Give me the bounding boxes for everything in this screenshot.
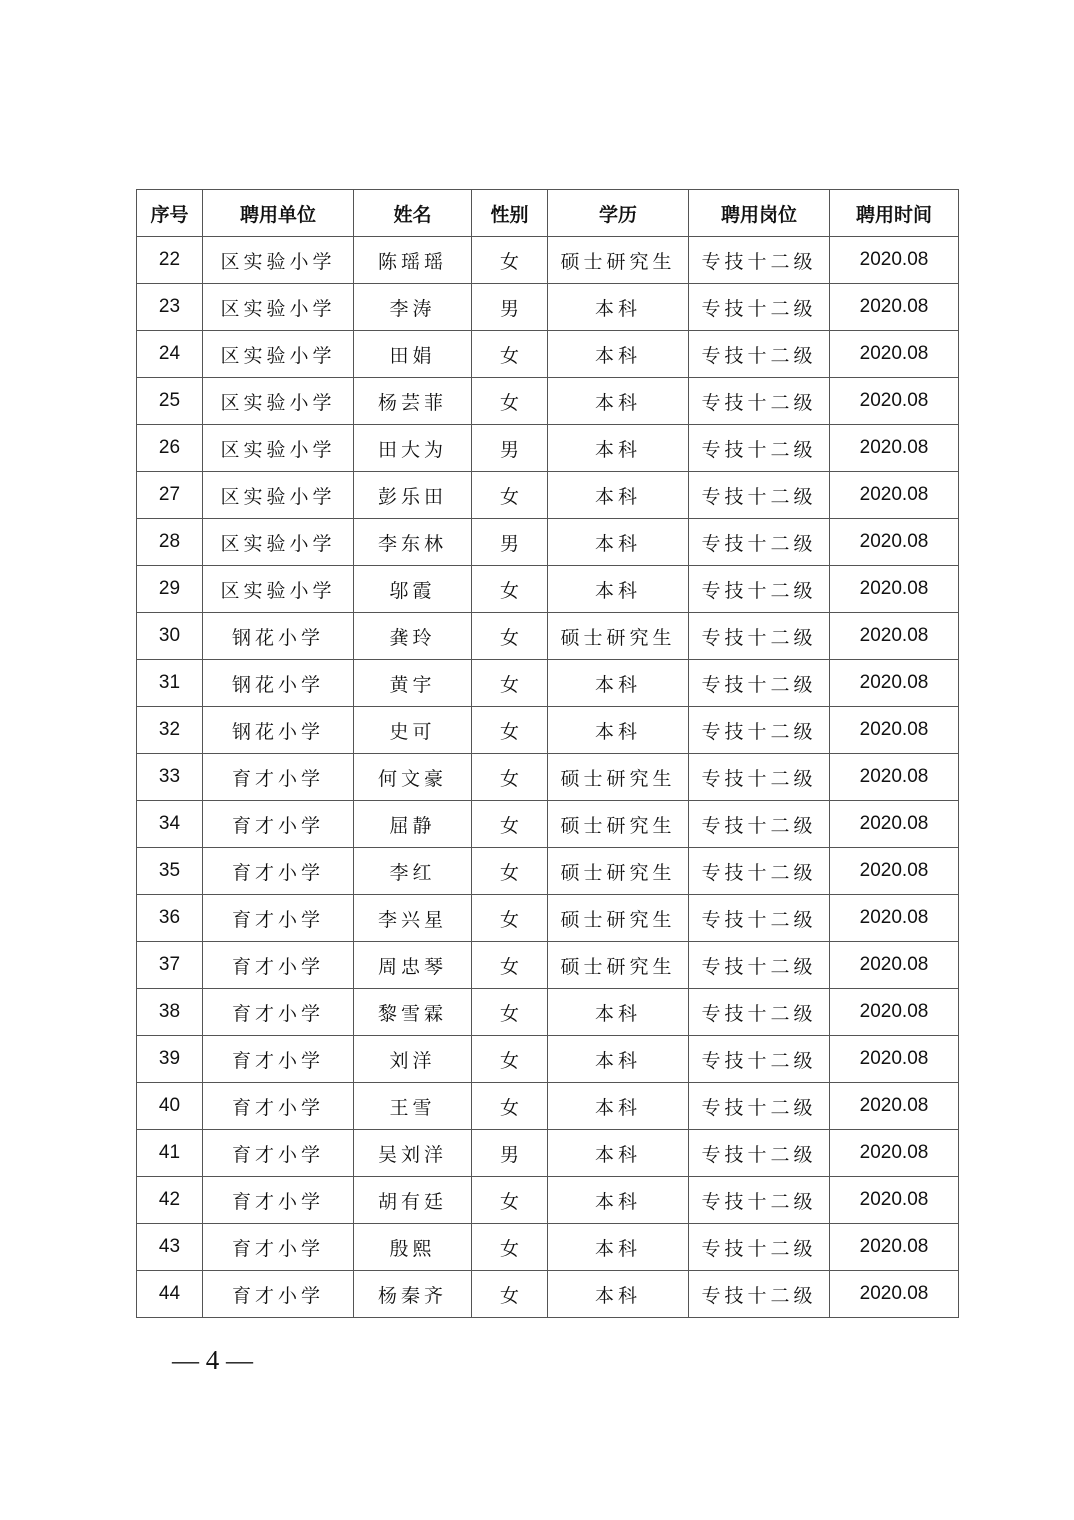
cell-education: 本科 [548,1036,689,1083]
cell-hire-date: 2020.08 [830,1177,959,1224]
cell-name: 彭乐田 [354,472,472,519]
table-row [137,331,959,378]
cell-hire-date: 2020.08 [830,1036,959,1083]
cell-education: 本科 [548,1224,689,1271]
header-serial-number: 序号 [137,190,203,237]
cell-name: 胡有廷 [354,1177,472,1224]
cell-employing-unit: 育才小学 [203,1083,354,1130]
cell-education: 本科 [548,519,689,566]
cell-position: 专技十二级 [689,425,830,472]
cell-education: 本科 [548,1130,689,1177]
cell-position: 专技十二级 [689,895,830,942]
cell-serial-number: 24 [137,331,203,378]
cell-education: 硕士研究生 [548,895,689,942]
cell-position: 专技十二级 [689,237,830,284]
table-header-row [137,190,959,237]
cell-name: 杨秦齐 [354,1271,472,1318]
cell-serial-number: 34 [137,801,203,848]
cell-serial-number: 40 [137,1083,203,1130]
cell-gender: 男 [472,1130,548,1177]
cell-hire-date: 2020.08 [830,942,959,989]
cell-education: 本科 [548,472,689,519]
cell-gender: 女 [472,472,548,519]
cell-serial-number: 27 [137,472,203,519]
cell-name: 刘洋 [354,1036,472,1083]
cell-name: 邬霞 [354,566,472,613]
cell-hire-date: 2020.08 [830,613,959,660]
cell-hire-date: 2020.08 [830,237,959,284]
table-row [137,1130,959,1177]
cell-employing-unit: 育才小学 [203,801,354,848]
cell-education: 本科 [548,566,689,613]
cell-employing-unit: 钢花小学 [203,613,354,660]
cell-education: 硕士研究生 [548,754,689,801]
cell-employing-unit: 育才小学 [203,1177,354,1224]
cell-name: 杨芸菲 [354,378,472,425]
cell-gender: 女 [472,660,548,707]
cell-name: 李兴星 [354,895,472,942]
cell-employing-unit: 育才小学 [203,942,354,989]
cell-gender: 女 [472,1271,548,1318]
cell-education: 本科 [548,1083,689,1130]
table-row [137,707,959,754]
table-row [137,284,959,331]
table-row [137,378,959,425]
cell-employing-unit: 育才小学 [203,1130,354,1177]
cell-name: 陈瑶瑶 [354,237,472,284]
cell-position: 专技十二级 [689,989,830,1036]
cell-education: 本科 [548,660,689,707]
cell-gender: 女 [472,378,548,425]
table-row [137,472,959,519]
cell-education: 本科 [548,425,689,472]
cell-education: 本科 [548,1271,689,1318]
cell-education: 硕士研究生 [548,848,689,895]
cell-employing-unit: 育才小学 [203,989,354,1036]
cell-gender: 男 [472,519,548,566]
table-row [137,989,959,1036]
cell-name: 李东林 [354,519,472,566]
table-row [137,1083,959,1130]
cell-employing-unit: 育才小学 [203,895,354,942]
cell-serial-number: 32 [137,707,203,754]
cell-position: 专技十二级 [689,660,830,707]
cell-employing-unit: 育才小学 [203,1224,354,1271]
cell-position: 专技十二级 [689,848,830,895]
cell-hire-date: 2020.08 [830,989,959,1036]
table-row [137,237,959,284]
cell-hire-date: 2020.08 [830,425,959,472]
cell-gender: 女 [472,566,548,613]
table-body [137,237,959,1318]
table-row [137,754,959,801]
cell-hire-date: 2020.08 [830,519,959,566]
table-row [137,425,959,472]
header-position: 聘用岗位 [689,190,830,237]
cell-serial-number: 42 [137,1177,203,1224]
cell-name: 李红 [354,848,472,895]
cell-serial-number: 41 [137,1130,203,1177]
table-row [137,660,959,707]
cell-employing-unit: 钢花小学 [203,707,354,754]
cell-employing-unit: 钢花小学 [203,660,354,707]
cell-name: 黎雪霖 [354,989,472,1036]
cell-hire-date: 2020.08 [830,801,959,848]
table-row [137,848,959,895]
cell-employing-unit: 区实验小学 [203,566,354,613]
cell-serial-number: 22 [137,237,203,284]
cell-education: 本科 [548,331,689,378]
cell-hire-date: 2020.08 [830,1130,959,1177]
cell-hire-date: 2020.08 [830,895,959,942]
cell-name: 何文豪 [354,754,472,801]
cell-hire-date: 2020.08 [830,848,959,895]
table-row [137,801,959,848]
header-name: 姓名 [354,190,472,237]
header-gender: 性别 [472,190,548,237]
cell-serial-number: 38 [137,989,203,1036]
cell-gender: 女 [472,1177,548,1224]
cell-gender: 女 [472,237,548,284]
table-row [137,613,959,660]
cell-education: 本科 [548,378,689,425]
table-row [137,895,959,942]
page-number: — 4 — [172,1345,253,1375]
cell-employing-unit: 育才小学 [203,1271,354,1318]
cell-position: 专技十二级 [689,1036,830,1083]
cell-gender: 女 [472,1224,548,1271]
cell-hire-date: 2020.08 [830,1083,959,1130]
cell-serial-number: 44 [137,1271,203,1318]
cell-gender: 女 [472,613,548,660]
cell-serial-number: 43 [137,1224,203,1271]
cell-position: 专技十二级 [689,331,830,378]
table-row [137,1271,959,1318]
cell-education: 硕士研究生 [548,613,689,660]
cell-position: 专技十二级 [689,801,830,848]
cell-position: 专技十二级 [689,378,830,425]
cell-gender: 女 [472,1036,548,1083]
cell-education: 硕士研究生 [548,237,689,284]
cell-gender: 女 [472,331,548,378]
cell-gender: 女 [472,1083,548,1130]
cell-name: 吴刘洋 [354,1130,472,1177]
cell-position: 专技十二级 [689,472,830,519]
cell-hire-date: 2020.08 [830,566,959,613]
cell-position: 专技十二级 [689,1083,830,1130]
cell-gender: 女 [472,895,548,942]
cell-employing-unit: 区实验小学 [203,331,354,378]
cell-position: 专技十二级 [689,1177,830,1224]
table-row [137,566,959,613]
table-row [137,1036,959,1083]
cell-position: 专技十二级 [689,284,830,331]
cell-education: 本科 [548,707,689,754]
cell-name: 田娟 [354,331,472,378]
cell-employing-unit: 区实验小学 [203,519,354,566]
cell-serial-number: 30 [137,613,203,660]
cell-position: 专技十二级 [689,613,830,660]
cell-gender: 男 [472,425,548,472]
cell-education: 本科 [548,284,689,331]
cell-employing-unit: 育才小学 [203,754,354,801]
cell-hire-date: 2020.08 [830,1271,959,1318]
cell-employing-unit: 区实验小学 [203,472,354,519]
cell-gender: 女 [472,989,548,1036]
cell-gender: 女 [472,707,548,754]
cell-name: 龚玲 [354,613,472,660]
cell-name: 史可 [354,707,472,754]
cell-employing-unit: 区实验小学 [203,237,354,284]
cell-serial-number: 26 [137,425,203,472]
cell-serial-number: 25 [137,378,203,425]
cell-hire-date: 2020.08 [830,1224,959,1271]
cell-education: 硕士研究生 [548,942,689,989]
cell-serial-number: 29 [137,566,203,613]
cell-hire-date: 2020.08 [830,660,959,707]
cell-position: 专技十二级 [689,519,830,566]
cell-serial-number: 23 [137,284,203,331]
cell-hire-date: 2020.08 [830,331,959,378]
cell-position: 专技十二级 [689,1224,830,1271]
cell-position: 专技十二级 [689,1130,830,1177]
cell-hire-date: 2020.08 [830,472,959,519]
header-hire-date: 聘用时间 [830,190,959,237]
cell-education: 本科 [548,1177,689,1224]
cell-name: 田大为 [354,425,472,472]
cell-name: 李涛 [354,284,472,331]
cell-name: 王雪 [354,1083,472,1130]
cell-employing-unit: 区实验小学 [203,284,354,331]
table-row [137,519,959,566]
table-row [137,1177,959,1224]
table-row [137,1224,959,1271]
cell-employing-unit: 区实验小学 [203,378,354,425]
cell-hire-date: 2020.08 [830,378,959,425]
cell-name: 黄宇 [354,660,472,707]
cell-hire-date: 2020.08 [830,284,959,331]
header-employing-unit: 聘用单位 [203,190,354,237]
cell-position: 专技十二级 [689,566,830,613]
cell-name: 屈静 [354,801,472,848]
cell-serial-number: 33 [137,754,203,801]
cell-employing-unit: 区实验小学 [203,425,354,472]
cell-position: 专技十二级 [689,942,830,989]
cell-education: 本科 [548,989,689,1036]
cell-position: 专技十二级 [689,1271,830,1318]
cell-gender: 女 [472,801,548,848]
cell-serial-number: 35 [137,848,203,895]
cell-employing-unit: 育才小学 [203,848,354,895]
table-row [137,942,959,989]
personnel-table [136,189,959,1318]
cell-serial-number: 37 [137,942,203,989]
cell-gender: 男 [472,284,548,331]
cell-gender: 女 [472,754,548,801]
cell-serial-number: 28 [137,519,203,566]
cell-gender: 女 [472,942,548,989]
cell-name: 殷熙 [354,1224,472,1271]
cell-position: 专技十二级 [689,707,830,754]
cell-serial-number: 36 [137,895,203,942]
cell-hire-date: 2020.08 [830,754,959,801]
cell-serial-number: 31 [137,660,203,707]
cell-education: 硕士研究生 [548,801,689,848]
cell-hire-date: 2020.08 [830,707,959,754]
header-education: 学历 [548,190,689,237]
cell-name: 周忠琴 [354,942,472,989]
cell-position: 专技十二级 [689,754,830,801]
cell-employing-unit: 育才小学 [203,1036,354,1083]
cell-gender: 女 [472,848,548,895]
cell-serial-number: 39 [137,1036,203,1083]
